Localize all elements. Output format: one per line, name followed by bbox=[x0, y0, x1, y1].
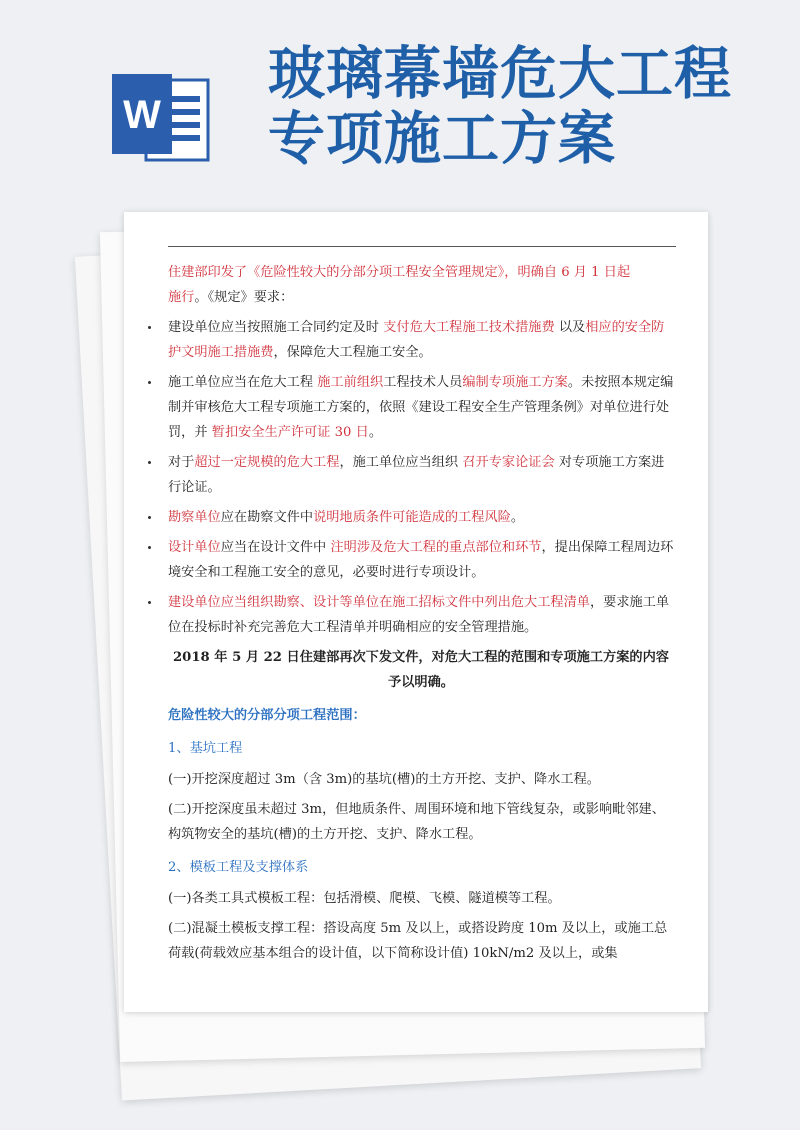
highlight: 暂扣安全生产许可证 30 日 bbox=[211, 425, 369, 440]
subsection-heading: 2、模板工程及支撑体系 bbox=[168, 860, 309, 875]
highlight: 相应的安全防护文明施工措施费 bbox=[168, 320, 665, 360]
text: 建设单位应当按照施工合同约定及时 bbox=[168, 320, 379, 335]
list-item: (二)混凝土模板支撑工程：搭设高度 5m 及以上，或搭设跨度 10m 及以上，或施工总荷载(荷载效应基本组合的设计值，以下简称设计值) 10kN/m2 及以上，或集 bbox=[168, 921, 668, 961]
header bbox=[0, 0, 800, 215]
title-line-2: 专项施工方案 bbox=[268, 106, 616, 172]
intro-highlight-2: 施行 bbox=[168, 290, 195, 305]
list-item bbox=[168, 315, 674, 365]
list-item bbox=[168, 535, 674, 585]
document-page bbox=[124, 212, 708, 1012]
intro-highlight: 住建部印发了《危险性较大的分部分项工程安全管理规定》，明确自 6 月 1 日起 bbox=[168, 265, 631, 280]
list-item: (一)开挖深度超过 3m（含 3m)的基坑(槽)的土方开挖、支护、降水工程。 bbox=[168, 772, 600, 787]
title-line-1: 玻璃幕墙危大工程 bbox=[268, 41, 732, 107]
highlight: 注明涉及危大工程的重点部位和环节 bbox=[330, 540, 542, 555]
header-rule bbox=[168, 246, 676, 247]
highlight: 召开专家论证会 bbox=[462, 455, 555, 470]
text: 。 bbox=[510, 510, 525, 525]
list-item: (二)开挖深度虽未超过 3m，但地质条件、周围环境和地下管线复杂，或影响毗邻建、构筑物安全的基坑(槽)的土方开挖、支护、降水工程。 bbox=[168, 802, 665, 842]
list-item bbox=[168, 505, 674, 530]
page-title bbox=[268, 42, 732, 172]
text: 应当在设计文件中 bbox=[220, 540, 327, 555]
text: ，保障危大工程施工安全。 bbox=[273, 345, 432, 360]
subsection-heading: 1、基坑工程 bbox=[168, 741, 243, 756]
text: 以及 bbox=[558, 320, 586, 335]
list-item bbox=[168, 370, 674, 445]
highlight: 编制专项施工方案 bbox=[462, 375, 568, 390]
text: ，施工单位应当组织 bbox=[339, 455, 459, 470]
text: 应在勘察文件中 bbox=[220, 510, 314, 525]
highlight: 超过一定规模的危大工程 bbox=[194, 455, 340, 470]
intro-paragraph bbox=[168, 260, 674, 310]
highlight: 支付危大工程施工技术措施费 bbox=[383, 320, 555, 335]
list-item bbox=[168, 450, 674, 500]
word-document-icon bbox=[112, 66, 212, 166]
list-item bbox=[168, 590, 674, 640]
intro-text: 。《规定》要求： bbox=[194, 290, 294, 305]
text: ，提出保障工程周边环境安全和工程施工安全的意见，必要时进行专项设计。 bbox=[168, 540, 674, 580]
highlight: 勘察单位 bbox=[168, 510, 221, 525]
list-item: (一)各类工具式模板工程：包括滑模、爬模、飞模、隧道模等工程。 bbox=[168, 891, 561, 906]
highlight: 施工前组织 bbox=[317, 375, 384, 390]
text: ，要求施工单位在投标时补充完善危大工程清单并明确相应的安全管理措施。 bbox=[168, 595, 670, 635]
text: 。未按照本规定编制并审核危大工程专项施工方案的，依照《建设工程安全生产管理条例》对单位进行处罚，并 bbox=[168, 375, 674, 440]
section-heading: 危险性较大的分部分项工程范围： bbox=[168, 708, 366, 723]
text: 施工单位应当在危大工程 bbox=[168, 375, 314, 390]
highlight: 建设单位应当组织勘察、设计等单位在施工招标文件中列出危大工程清单 bbox=[168, 595, 590, 610]
notice-paragraph: 2018 年 5 月 22 日住建部再次下发文件，对危大工程的范围和专项施工方案的内容予以明确。 bbox=[173, 650, 669, 690]
text: 。 bbox=[368, 425, 382, 440]
text: 对于 bbox=[168, 455, 195, 470]
word-icon-letter: W bbox=[123, 93, 161, 137]
text: 工程技术人员 bbox=[383, 375, 463, 390]
text: 对专项施工方案进行论证。 bbox=[168, 455, 665, 495]
highlight: 设计单位 bbox=[168, 540, 221, 555]
highlight: 说明地质条件可能造成的工程风险 bbox=[313, 510, 511, 525]
document-body bbox=[168, 260, 674, 971]
